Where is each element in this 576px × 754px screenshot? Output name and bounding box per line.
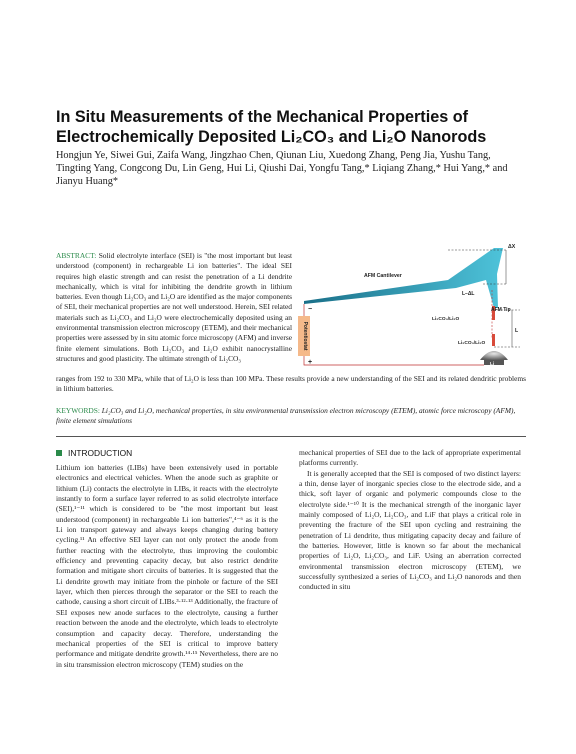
- minus-sign: −: [308, 306, 313, 313]
- lithium-dome-electrode: [480, 351, 508, 360]
- keywords-label: KEYWORDS:: [56, 406, 100, 415]
- left-column: [56, 463, 278, 670]
- bottom-material-label: Li₂CO₃/Li₂O: [458, 341, 486, 346]
- nanorod-bottom: [492, 334, 495, 346]
- top-material-label: Li₂CO₃/Li₂O: [432, 317, 460, 322]
- paper-title: In Situ Measurements of the Mechanical Properties of Electrochemically Deposited Li₂CO₃ and Li₂O Nanorods: [56, 108, 487, 146]
- delta-x-label: ΔX: [508, 244, 516, 250]
- cantilever-label: AFM Cantilever: [364, 273, 402, 279]
- body-paragraph: Lithium ion batteries (LIBs) have been extensively used in portable electronics and electrical vehicles. When the anode such as graphite or lithium (Li) contacts the electrolyte in LIBs, it reacts with the electrolyte instantly to form a surface layer referred to as solid electrolyte interface (SEI),¹⁻¹¹ which is considered to be "the most important but least understood (component) in rechargeable Li ion batteries",⁴⁻⁶ as it is the Li ion transport gateway and always keeps changing during battery cycling.¹¹ An effective SEI layer can not only protect the anode from further reacting with the electrolyte, thus improving the coulombic efficiency and preventing capacity decay, but also restrict dendrite formation and mitigate short circuits of batteries. It is suggested that the Li dendrite growth may initiate from the pinhole or facture of the SEI layer, which then pierces through the separator or the SEI to reach the cathode, causing a short circuit of LIBs.³·¹²·¹³ Additionally, the fracture of SEI exposes new anode surfaces to the electrolyte, causing a further reaction between the anode and the electrolyte, which leads to electrolyte consumption and capacity decay. Therefore, understanding the mechanical properties of the SEI is critical to improve battery performance and mitigate dendrite growth.¹⁴·¹⁵ Nevertheless, there are no in situ transmission electron microscopy (TEM) studies on the: [56, 463, 278, 669]
- abstract: [56, 251, 292, 364]
- keywords-text: Li₂CO₃ and Li₂O, mechanical properties, in situ environmental transmission electron microscopy (ETEM), atomic force microscopy (AFM), finite element simulations: [56, 406, 516, 426]
- toc-graphic: [298, 238, 528, 373]
- svg-text:Li: Li: [490, 361, 494, 366]
- abstract-text: Solid electrolyte interface (SEI) is "the most important but least understood (component) in rechargeable Li ion batteries". The ideal SEI requires high elastic strength and can resist the penetration of a Li dendrite mechanically, which is vital for inhibiting the dendrite growth in lithium batteries. Even though Li₂CO₃ and Li₂O are identified as the major components of SEI, their mechanical properties are not well understood. Herein, SEI related materials such as Li₂CO₃ and Li₂O were electrochemically deposited using an environmental transmission electron microscopy (ETEM), and their mechanical properties were assessed by in situ atomic force microscopy (AFM) and inverse finite element simulations. Both Li₂CO₃ and Li₂O exhibit nanocrystalline structures and good plasticity. The ultimate strength of Li₂CO₃: [56, 251, 293, 363]
- keywords: [56, 406, 526, 427]
- section-title: INTRODUCTION: [68, 448, 133, 458]
- length-label: L: [515, 328, 519, 334]
- body-paragraph: It is generally accepted that the SEI is composed of two distinct layers: a thin, dense layer of inorganic species close to the electrode side, and a thick, soft layer of organic and polymeric compounds close to the electrolyte side.¹⁻¹⁰ It is the mechanical strength of the inorganic layer mainly composed of Li₂O, Li₂CO₃, and LiF that plays a critical role in preventing the fracture of the SEI upon cycling and restraining the penetration of Li dendrite, thus mitigating capacity decay and failure of the batteries. However, little is known so far about the mechanical properties of Li₂O, Li₂CO₃, and LiF. Using an aberration corrected environmental transmission electron microscopy (ETEM), we successfully synthesized a series of Li₂CO₃ and Li₂O nanorods and then conducted in situ: [299, 468, 521, 592]
- author-list: Hongjun Ye, Siwei Gui, Zaifa Wang, Jingzhao Chen, Qiunan Liu, Xuedong Zhang, Peng Jia, Yushu Tang, Tingting Yang, Congcong Du, Lin Geng, Hui Li, Qiushi Dai, Yongfu Tang,* Liqiang Zhang,* Hui Yang,* and Jianyu Huang*: [56, 150, 508, 188]
- abstract-continuation: ranges from 192 to 330 MPa, while that of Li₂O is less than 100 MPa. These results provide a new understanding of the SEI and its related dendritic problems in lithium batteries.: [56, 374, 526, 394]
- l-minus-dl-label: L–ΔL: [462, 291, 475, 297]
- afm-tip-label: AFM Tip: [491, 307, 511, 313]
- section-divider: [56, 436, 526, 437]
- afm-cantilever: [304, 248, 503, 308]
- abstract-label: ABSTRACT:: [56, 251, 97, 260]
- potentiostat-label: Potentiostat: [302, 321, 308, 351]
- section-heading: [56, 448, 132, 458]
- right-column: [299, 448, 521, 593]
- body-paragraph: mechanical properties of SEI due to the lack of appropriate experimental platforms currently.: [299, 448, 521, 468]
- plus-sign: +: [308, 359, 313, 366]
- section-bullet-icon: [56, 450, 62, 456]
